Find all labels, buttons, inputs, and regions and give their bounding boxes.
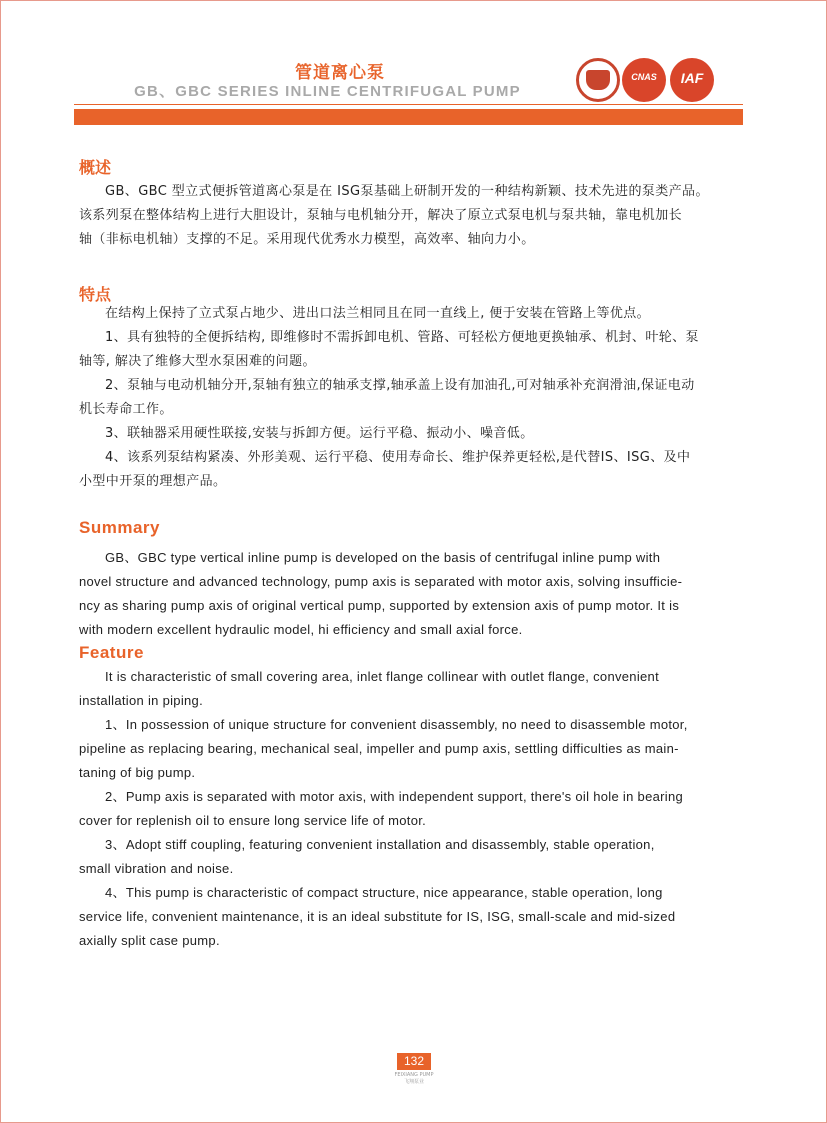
list-item: 4、该系列泵结构紧凑、外形美观、运行平稳、使用寿命长、维护保养更轻松,是代替IS、ISG、及中 — [105, 450, 691, 465]
overview-line: 该系列泵在整体结构上进行大胆设计，泵轴与电机轴分开，解决了原立式泵电机与泵共轴，靠电机加长 — [79, 208, 683, 223]
features-cn-list — [79, 302, 747, 494]
list-item: 1、具有独特的全便拆结构, 即维修时不需拆卸电机、管路、可轻松方便地更换轴承、机封、叶轮、泵 — [105, 330, 699, 345]
feature-en-intro: It is characteristic of small covering area, inlet flange collinear with outlet flange, convenient — [105, 669, 660, 684]
features-cn-intro: 在结构上保持了立式泵占地少、进出口法兰相同且在同一直线上, 便于安装在管路上等优点。 — [105, 306, 651, 321]
summary-line: ncy as sharing pump axis of original vertical pump, supported by extension axis of pump motor. It is — [79, 598, 680, 613]
list-item: 2、泵轴与电动机轴分开,泵轴有独立的轴承支撑,轴承盖上设有加油孔,可对轴承补充润滑油,保证电动 — [105, 378, 695, 393]
iaf-logo: IAF — [670, 58, 714, 102]
overview-line: 轴（非标电机轴）支撑的不足。采用现代优秀水力模型，高效率、轴向力小。 — [79, 232, 535, 247]
summary-line: GB、GBC type vertical inline pump is developed on the basis of centrifugal inline pump with — [105, 550, 661, 565]
cnas-logo: CNAS — [622, 58, 666, 102]
header-title-en: GB、GBC SERIES INLINE CENTRIFUGAL PUMP — [134, 83, 521, 100]
list-item: 2、Pump axis is separated with motor axis, with independent support, there's oil hole in bearing — [105, 789, 684, 804]
footer-brand-cn: 飞翔泵业 — [403, 1079, 424, 1085]
header-accent-bar — [74, 109, 743, 125]
footer-brand — [380, 1072, 448, 1086]
list-item: 4、This pump is characteristic of compact structure, nice appearance, stable operation, long — [105, 885, 663, 900]
summary-line: with modern excellent hydraulic model, hi efficiency and small axial force. — [79, 622, 523, 637]
overview-heading: 概述 — [79, 158, 112, 177]
list-item-continuation: 小型中开泵的理想产品。 — [79, 474, 227, 489]
footer-brand-en: FEIXIANG PUMP — [394, 1072, 434, 1078]
header-title-cn: 管道离心泵 — [295, 63, 385, 83]
feature-en-list — [79, 665, 747, 953]
list-item: 3、Adopt stiff coupling, featuring convenient installation and disassembly, stable operation, — [105, 837, 655, 852]
summary-line: novel structure and advanced technology, pump axis is separated with motor axis, solving insufficie- — [79, 574, 683, 589]
list-item-continuation: taning of big pump. — [79, 765, 196, 780]
overview-line: GB、GBC 型立式便拆管道离心泵是在 ISG泵基础上研制开发的一种结构新颖、技术先进的泵类产品。 — [105, 184, 709, 199]
list-item-continuation: 轴等, 解决了维修大型水泵困难的问题。 — [79, 354, 316, 369]
overview-paragraph — [79, 180, 747, 252]
list-item: 1、In possession of unique structure for convenient disassembly, no need to disassemble motor, — [105, 717, 688, 732]
features-cn-heading: 特点 — [79, 285, 112, 304]
summary-paragraph — [79, 546, 747, 642]
certification-logos — [576, 58, 726, 102]
list-item-continuation: 机长寿命工作。 — [79, 402, 173, 417]
list-item: 3、联轴器采用硬性联接,安装与拆卸方便。运行平稳、振动小、噪音低。 — [105, 426, 534, 441]
feature-en-intro-continuation: installation in piping. — [79, 693, 203, 708]
header-divider-line — [74, 104, 743, 105]
list-item-continuation: cover for replenish oil to ensure long service life of motor. — [79, 813, 427, 828]
list-item-continuation: service life, convenient maintenance, it is an ideal substitute for IS, ISG, small-scale and mid-sized — [79, 909, 676, 924]
list-item-continuation: pipeline as replacing bearing, mechanical seal, impeller and pump axis, settling difficulties as main- — [79, 741, 679, 756]
quality-seal-icon — [576, 58, 620, 102]
page-number: 132 — [397, 1053, 431, 1070]
list-item-continuation: axially split case pump. — [79, 933, 220, 948]
summary-heading: Summary — [79, 518, 160, 537]
list-item-continuation: small vibration and noise. — [79, 861, 234, 876]
feature-en-heading: Feature — [79, 643, 144, 662]
